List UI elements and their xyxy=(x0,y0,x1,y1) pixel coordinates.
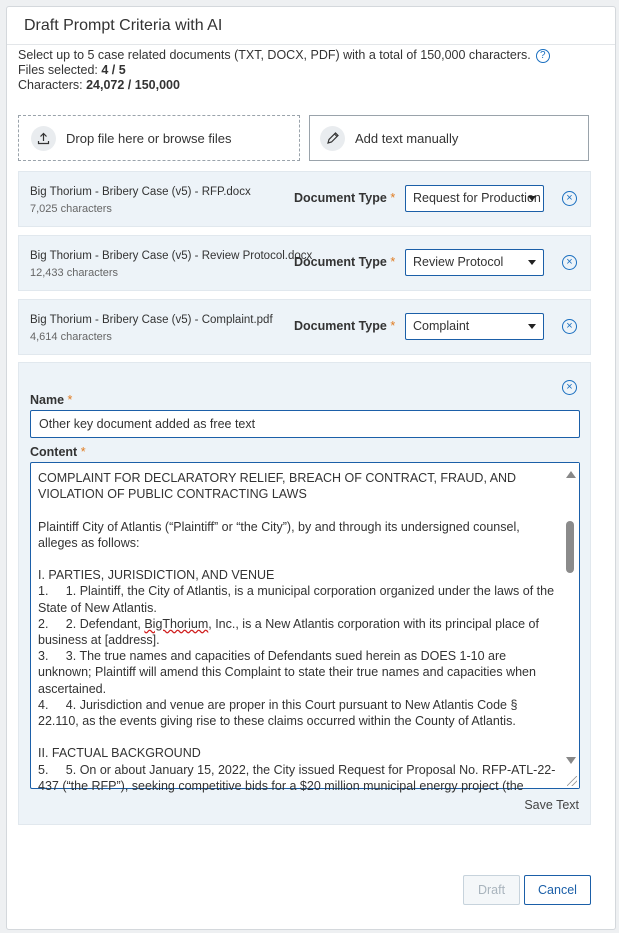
document-type-select[interactable]: Review Protocol xyxy=(405,249,544,276)
dialog-header xyxy=(7,7,615,45)
document-type-label: Document Type * xyxy=(294,255,396,269)
document-characters: 7,025 characters xyxy=(30,203,112,215)
document-row xyxy=(18,171,591,227)
document-characters: 4,614 characters xyxy=(30,331,112,343)
content-textarea[interactable] xyxy=(30,462,580,793)
caret-down-icon xyxy=(528,260,536,265)
remove-circle-icon[interactable]: × xyxy=(562,319,577,334)
upload-row xyxy=(18,115,589,161)
cancel-button[interactable]: Cancel xyxy=(524,875,591,905)
add-text-manually-label: Add text manually xyxy=(355,130,459,146)
content-text: COMPLAINT FOR DECLARATORY RELIEF, BREACH OF CONTRACT, FRAUD, AND VIOLATION OF PUBLIC CONTRACTING LAWS Plaintiff City of Atlantis (“Plaintiff” or “the City”), by and through its undersigned counsel, alleges as follows: I. PARTIES, JURISDICTION, AND VENUE 1. 1. Plaintiff, the City of Atlantis, is a municipal corporation organized under the laws of the State of New Atlantis. 2. 2. Defendant, BigThorium, Inc., is a New Atlantis corporation with its principal place of business at [address]. 3. 3. The true names and capacities of Defendants sued herein as DOES 1-10 are unknown; Plaintiff will amend this Complaint to state their true names and capacities when ascertained. 4. 4. Jurisdiction and venue are proper in this Court pursuant to New Atlantis Code § 22.110, as the events giving rise to these claims occurred within the County of Atlantis. II. FACTUAL BACKGROUND 5. 5. On or about January 15, 2022, the City issued Request for Proposal No. RFP-ATL-22-437 (“the RFP”), seeking competitive bids for a $20 million municipal energy project (the xyxy=(38,471,558,793)
save-text-button[interactable]: Save Text xyxy=(524,798,579,812)
name-label: Name * xyxy=(30,393,73,407)
drop-file-zone[interactable] xyxy=(18,115,300,161)
intro-text xyxy=(18,48,550,93)
document-name: Big Thorium - Bribery Case (v5) - RFP.docx xyxy=(30,186,251,198)
document-name: Big Thorium - Bribery Case (v5) - Complaint.pdf xyxy=(30,314,273,326)
spellcheck-word: BigThorium xyxy=(144,616,209,631)
scroll-down-arrow-icon[interactable] xyxy=(566,757,576,764)
document-characters: 12,433 characters xyxy=(30,267,119,279)
draft-button[interactable]: Draft xyxy=(463,875,520,905)
document-name: Big Thorium - Bribery Case (v5) - Review Protocol.docx xyxy=(30,250,313,262)
content-label: Content * xyxy=(30,445,86,459)
caret-down-icon xyxy=(528,196,536,201)
free-text-panel xyxy=(18,362,591,825)
document-type-select[interactable]: Complaint xyxy=(405,313,544,340)
name-input[interactable]: Other key document added as free text xyxy=(30,410,580,438)
upload-icon xyxy=(31,126,56,151)
scroll-up-arrow-icon[interactable] xyxy=(566,471,576,478)
document-type-label: Document Type * xyxy=(294,319,396,333)
document-row xyxy=(18,299,591,355)
characters-label: Characters: xyxy=(18,78,87,92)
document-type-label: Document Type * xyxy=(294,191,396,205)
question-circle-icon[interactable]: ? xyxy=(536,49,550,63)
document-row xyxy=(18,235,591,291)
content-scrollbar[interactable] xyxy=(562,463,579,788)
resize-grip-icon[interactable] xyxy=(567,776,577,786)
dialog-title: Draft Prompt Criteria with AI xyxy=(24,17,223,34)
drop-file-label: Drop file here or browse files xyxy=(66,130,232,146)
files-selected-value: 4 / 5 xyxy=(101,63,126,77)
caret-down-icon xyxy=(528,324,536,329)
add-text-manually-button[interactable] xyxy=(309,115,589,161)
remove-circle-icon[interactable]: × xyxy=(562,191,577,206)
intro-instructions: Select up to 5 case related documents (TXT, DOCX, PDF) with a total of 150,000 characters. xyxy=(18,48,531,62)
document-type-select[interactable]: Request for Production xyxy=(405,185,544,212)
characters-value: 24,072 / 150,000 xyxy=(86,78,180,92)
remove-circle-icon[interactable]: × xyxy=(562,255,577,270)
scrollbar-thumb[interactable] xyxy=(566,521,574,573)
pencil-icon xyxy=(320,126,345,151)
files-selected-label: Files selected: xyxy=(18,63,102,77)
remove-circle-icon[interactable]: × xyxy=(562,380,577,395)
